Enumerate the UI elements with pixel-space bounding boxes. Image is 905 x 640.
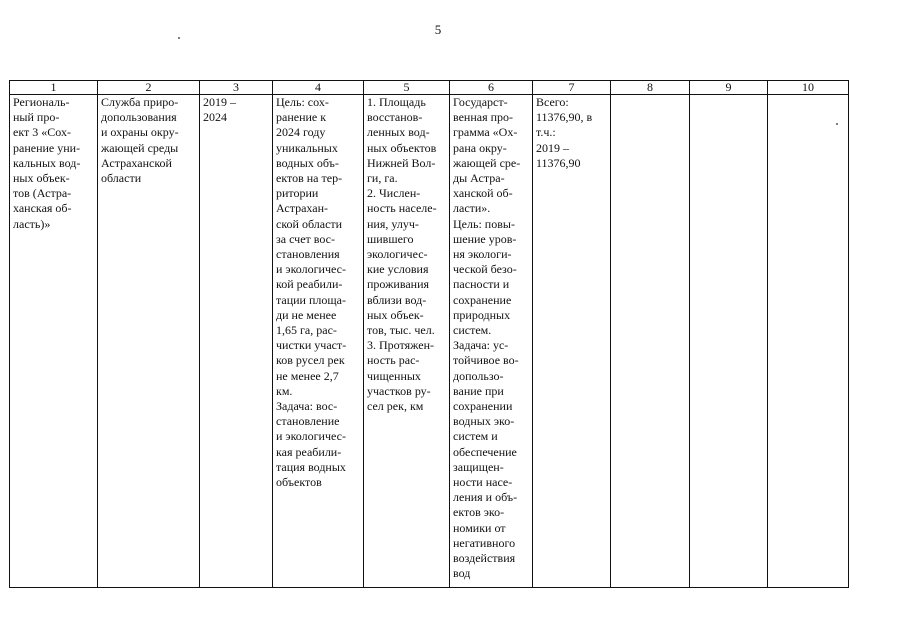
- col-header-1: 1: [10, 81, 98, 95]
- indicators-text: 1. Площадь восстанов- ленных вод- ных объектов Нижней Вол- ги, га. 2. Числен- ность населе- ния, улуч- шившего экологичес- кие условия проживания вблизи вод- ных объек- тов, тыс. чел. 3. Протяжен- ность рас- чищенных участков ру- сел рек, км: [367, 95, 437, 414]
- cell-period: [200, 95, 273, 588]
- cell-col-10: [768, 95, 849, 588]
- page-number: 5: [434, 22, 442, 37]
- project-name-text: Региональ- ный про- ект 3 «Сох- ранение уни- кальных вод- ных объек- тов (Астра- ханская об- ласть)»: [13, 95, 81, 231]
- state-program-text: Государст- венная про- грамма «Ох- рана окру- жающей сре- ды Астра- ханской об- ласти». Цель: повы- шение уров- ня экологи- ческой безо- пасности и сохранение природных систем. Задача: ус- тойчивое во- допользо- вание при сохранении водных эко- систем и обеспечение защищен- ности насе- ления и объ- ектов эко- номики от негативного воздействия вод: [453, 95, 521, 581]
- cell-responsible-body: [98, 95, 200, 588]
- responsible-body-text: Служба приро- допользования и охраны окру- жающей среды Астраханской области: [101, 95, 179, 186]
- period-text: 2019 – 2024: [203, 95, 236, 125]
- col-header-5: 5: [364, 81, 450, 95]
- table-row: [10, 95, 849, 588]
- cell-indicators: [364, 95, 450, 588]
- col-header-3: 3: [200, 81, 273, 95]
- column-number-row: [10, 81, 849, 95]
- cell-goal: [273, 95, 364, 588]
- col-header-9: 9: [690, 81, 768, 95]
- col-header-2: 2: [98, 81, 200, 95]
- col-header-6: 6: [450, 81, 533, 95]
- cell-state-program: [450, 95, 533, 588]
- cell-col-8: [611, 95, 690, 588]
- col-header-4: 4: [273, 81, 364, 95]
- cell-col-9: [690, 95, 768, 588]
- scan-speck: [178, 37, 180, 39]
- col-header-8: 8: [611, 81, 690, 95]
- col-header-7: 7: [533, 81, 611, 95]
- program-table: [9, 80, 849, 588]
- col-header-10: 10: [768, 81, 849, 95]
- cell-funding: [533, 95, 611, 588]
- funding-text: Всего: 11376,90, в т.ч.: 2019 – 11376,90: [536, 95, 593, 170]
- goal-text: Цель: сох- ранение к 2024 году уникальных водных объ- ектов на тер- ритории Астрахан- ской области за счет вос- становления и экологичес- кой реабили- тации площа- ди не менее 1,65 га, рас- чистки участ- ков русел рек не менее 2,7 км. Задача: вос- становление и экологичес- кая реабили- тация водных объектов: [276, 95, 347, 490]
- cell-project-name: [10, 95, 98, 588]
